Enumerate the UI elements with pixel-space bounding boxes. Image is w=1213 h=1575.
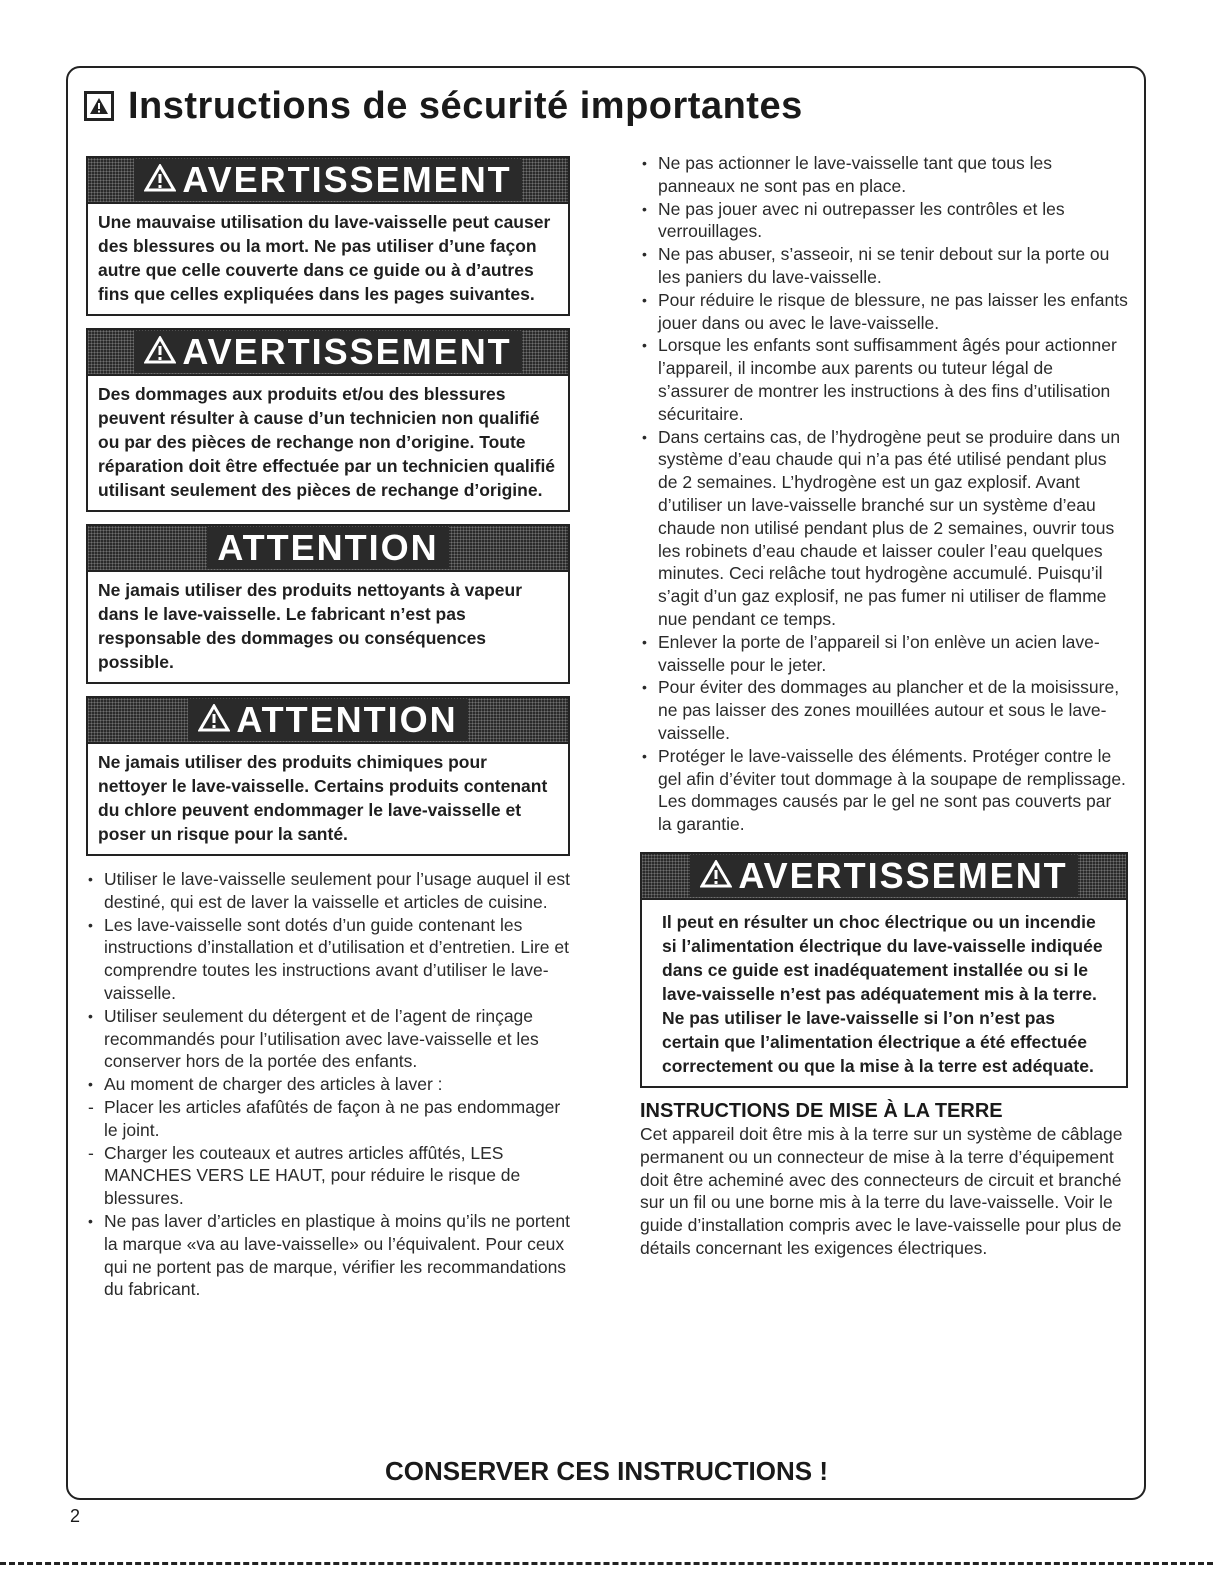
warning-label: AVERTISSEMENT [182, 331, 512, 372]
right-column [640, 152, 1128, 1260]
list-item: • Ne pas jouer avec ni outrepasser les contrôles et les verrouillages. [640, 198, 1128, 244]
list-item: • Enlever la porte de l’appareil si l’on enlève un acien lave-vaisselle pour le jeter. [640, 631, 1128, 677]
page-title: Instructions de sécurité importantes [128, 84, 803, 127]
warning-text: Des dommages aux produits et/ou des blessures peuvent résulter à cause d’un technicien non qualifié ou par des pièces de rechange non d’origine. Toute réparation doit être effectuée par un technicien qualifié utilisant seulement des pièces de rechange d’origine. [98, 384, 556, 500]
safety-alert-icon [84, 91, 114, 121]
list-item: • Au moment de charger des articles à laver : [86, 1073, 570, 1096]
warning-label: AVERTISSEMENT [738, 854, 1068, 896]
list-item: • Protéger le lave-vaisselle des éléments. Protéger contre le gel afin d’éviter tout dommage à la soupape de remplissage. Les dommages causés par le gel ne sont pas couverts par la garantie. [640, 745, 1128, 836]
list-item: • Utiliser le lave-vaisselle seulement pour l’usage auquel il est destiné, qui est de laver la vaisselle et articles de cuisine. [86, 868, 570, 914]
footer-title: CONSERVER CES INSTRUCTIONS ! [384, 1456, 828, 1486]
list-item: - Charger les couteaux et autres articles affûtés, LES MANCHES VERS LE HAUT, pour réduire le risque de blessures. [86, 1142, 570, 1210]
caution-box [86, 524, 570, 684]
electrical-warning-box [640, 852, 1128, 1088]
caution-text: Ne jamais utiliser des produits nettoyants à vapeur dans le lave-vaisselle. Le fabricant n’est pas responsable des dommages ou conséquences possible. [98, 580, 523, 672]
left-column [86, 156, 570, 1301]
list-item: • Utiliser seulement du détergent et de l’agent de rinçage recommandés pour l’utilisation avec lave-vaisselle et les conserver hors de la portée des enfants. [86, 1005, 570, 1073]
warning-box [86, 328, 570, 512]
warning-triangle-icon [198, 699, 230, 741]
warning-triangle-icon [144, 159, 176, 201]
warning-box [86, 156, 570, 316]
caution-label: ATTENTION [236, 699, 458, 740]
warning-triangle-icon [700, 855, 732, 897]
header [84, 82, 803, 130]
grounding-heading: INSTRUCTIONS DE MISE À LA TERRE [640, 1099, 1003, 1122]
list-item: • Les lave-vaisselle sont dotés d’un guide contenant les instructions d’installation et d’utilisation et d’entretien. Lire et comprendre toutes les instructions avant d’utiliser le lave-vaisselle. [86, 914, 570, 1005]
list-item: • Pour éviter des dommages au plancher et de la moisissure, ne pas laisser des zones mouillées autour et sous le lave-vaisselle. [640, 676, 1128, 744]
warning-text: Il peut en résulter un choc électrique ou un incendie si l’alimentation électrique du lave-vaisselle indiquée dans ce guide est inadéquatement installée ou si le lave-vaisselle n’est pas adéquatement mis à la terre. Ne pas utiliser le lave-vaisselle si l’on n’est pas certain que l’alimentation électrique a été effectuée correctement ou que la mise à la terre est adéquate. [662, 911, 1103, 1076]
warning-triangle-icon [144, 331, 176, 373]
warning-label: AVERTISSEMENT [182, 159, 512, 200]
list-item: • Pour réduire le risque de blessure, ne pas laisser les enfants jouer dans ou avec le lave-vaisselle. [640, 289, 1128, 335]
page-number: 2 [70, 1506, 81, 1526]
caution-banner [88, 698, 568, 744]
caution-banner [88, 526, 568, 572]
list-item: • Lorsque les enfants sont suffisamment âgés pour actionner l’appareil, il incombe aux parents ou tuteur légal de s’assurer de montrer les instructions à des fins d’utilisation sécuritaire. [640, 334, 1128, 425]
list-item: - Placer les articles afafûtés de façon à ne pas endommager le joint. [86, 1096, 570, 1142]
left-bullet-list [86, 868, 570, 1301]
warning-text: Une mauvaise utilisation du lave-vaisselle peut causer des blessures ou la mort. Ne pas utiliser d’une façon autre que celle couverte dans ce guide ou à d’autres fins que celles expliquées dans les pages suivantes. [98, 212, 551, 304]
warning-banner [88, 330, 568, 376]
grounding-text: Cet appareil doit être mis à la terre sur un système de câblage permanent ou un connecteur de mise à la terre d’équipement doit être acheminé avec des connecteurs de circuit et branché sur un fil ou une borne mis à la terre du lave-vaisselle. Voir le guide d’installation compris avec le lave-vaisselle pour plus de détails concernant les exigences électriques. [640, 1123, 1123, 1258]
list-item: • Ne pas abuser, s’asseoir, ni se tenir debout sur la porte ou les paniers du lave-vaisselle. [640, 243, 1128, 289]
list-item: • Ne pas laver d’articles en plastique à moins qu’ils ne portent la marque «va au lave-vaisselle» ou l’équivalent. Pour ceux qui ne portent pas de marque, vérifier les recommandations du fabricant. [86, 1210, 570, 1301]
caution-text: Ne jamais utiliser des produits chimiques pour nettoyer le lave-vaisselle. Certains produits contenant du chlore peuvent endommager le lave-vaisselle et poser un risque pour la santé. [98, 752, 548, 844]
list-item: • Dans certains cas, de l’hydrogène peut se produire dans un système d’eau chaude qui n’a pas été utilisé pendant plus de 2 semaines. L’hydrogène est un gaz explosif. Avant d’utiliser un lave-vaisselle branché sur un système d’eau chaude non utilisé pendant plus de 2 semaines, ouvrir tous les robinets d’eau chaude et laisser couler l’eau quelques minutes. Ceci relâche tout hydrogène accumulé. Puisqu’il s’agit d’un gaz explosif, ne pas fumer ni utiliser de flamme nue pendant ce temps. [640, 426, 1128, 631]
list-item: • Ne pas actionner le lave-vaisselle tant que tous les panneaux ne sont pas en place. [640, 152, 1128, 198]
caution-box [86, 696, 570, 856]
page-bottom-divider [0, 1562, 1213, 1565]
warning-banner [88, 158, 568, 204]
caution-label: ATTENTION [217, 527, 439, 568]
warning-banner [642, 854, 1126, 900]
right-bullet-list [640, 152, 1128, 836]
